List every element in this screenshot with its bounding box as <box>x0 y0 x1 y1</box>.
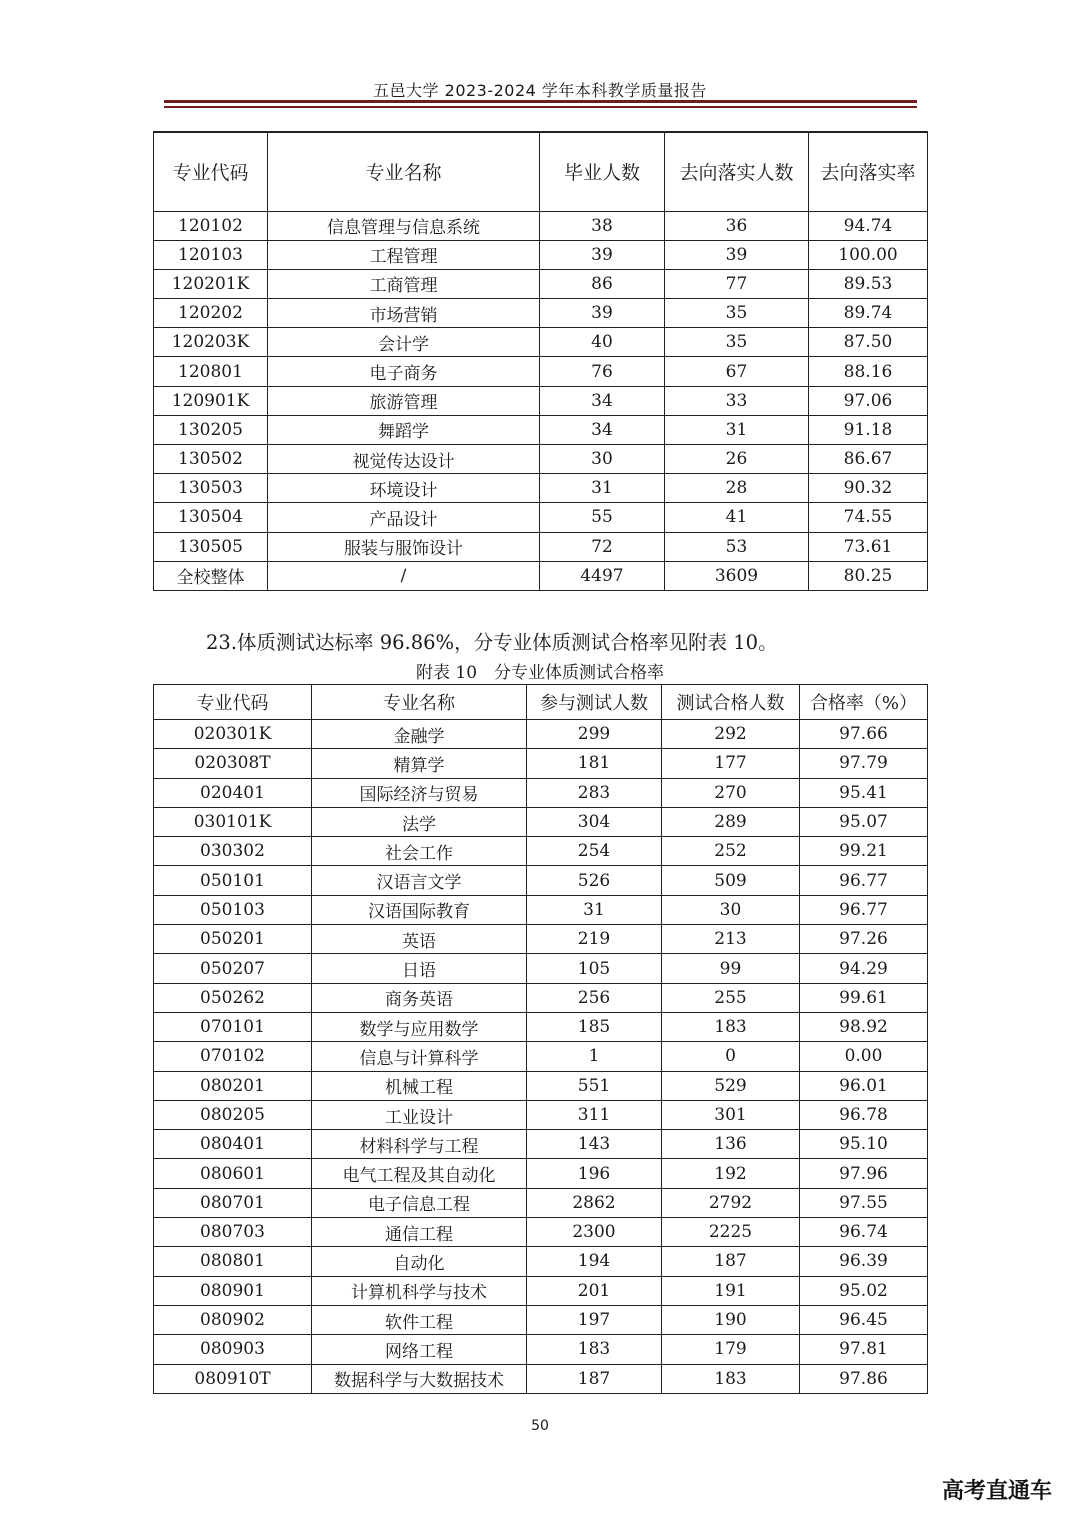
rate-cell: 88.16 <box>809 357 928 386</box>
rate-cell: 97.06 <box>809 386 928 415</box>
count-cell: 40 <box>540 328 665 357</box>
count-cell: 255 <box>662 983 800 1012</box>
rate-cell: 96.39 <box>800 1247 928 1276</box>
count-cell: 197 <box>527 1305 662 1334</box>
count-cell: 270 <box>662 778 800 807</box>
major-code-cell: 050201 <box>154 925 312 954</box>
major-code-cell: 120202 <box>154 299 268 328</box>
major-code-cell: 070102 <box>154 1042 312 1071</box>
major-code-cell: 130205 <box>154 415 268 444</box>
count-cell: 256 <box>527 983 662 1012</box>
count-cell: 136 <box>662 1130 800 1159</box>
table-row <box>154 1159 928 1188</box>
count-cell: 31 <box>540 474 665 503</box>
table-row <box>154 357 928 386</box>
count-cell: 252 <box>662 837 800 866</box>
major-name-cell: 信息与计算科学 <box>312 1042 527 1071</box>
count-cell: 39 <box>665 240 809 269</box>
count-cell: 99 <box>662 954 800 983</box>
count-cell: 529 <box>662 1071 800 1100</box>
rate-cell: 91.18 <box>809 415 928 444</box>
major-code-cell: 030101K <box>154 807 312 836</box>
major-name-cell: 通信工程 <box>312 1218 527 1247</box>
table-row <box>154 532 928 561</box>
page-number: 50 <box>531 1418 549 1434</box>
count-cell: 526 <box>527 866 662 895</box>
rate-cell: 89.53 <box>809 269 928 298</box>
count-cell: 192 <box>662 1159 800 1188</box>
table-row <box>154 1130 928 1159</box>
major-code-cell: 050207 <box>154 954 312 983</box>
major-code-cell: 080910T <box>154 1364 312 1393</box>
rate-cell: 96.01 <box>800 1071 928 1100</box>
rate-cell: 0.00 <box>800 1042 928 1071</box>
count-cell: 213 <box>662 925 800 954</box>
major-code-cell: 080903 <box>154 1335 312 1364</box>
major-name-cell: 电子信息工程 <box>312 1188 527 1217</box>
column-header: 专业代码 <box>154 132 268 211</box>
major-code-cell: 120102 <box>154 211 268 240</box>
major-code-cell: 020401 <box>154 778 312 807</box>
table-row <box>154 983 928 1012</box>
fitness-paragraph: 23.体质测试达标率 96.86%，分专业体质测试合格率见附表 10。 <box>206 631 778 654</box>
count-cell: 181 <box>527 749 662 778</box>
table-header-row <box>154 685 928 720</box>
count-cell: 2300 <box>527 1218 662 1247</box>
count-cell: 39 <box>540 240 665 269</box>
major-code-cell: 130503 <box>154 474 268 503</box>
rate-cell: 96.77 <box>800 895 928 924</box>
column-header: 专业代码 <box>154 685 312 720</box>
employment-rate-table <box>153 131 928 591</box>
running-header: 五邑大学 2023-2024 学年本科教学质量报告 <box>373 81 707 100</box>
major-code-cell: 130504 <box>154 503 268 532</box>
count-cell: 289 <box>662 807 800 836</box>
table-row <box>154 561 928 590</box>
major-name-cell: 汉语国际教育 <box>312 895 527 924</box>
table-row <box>154 1100 928 1129</box>
count-cell: 41 <box>665 503 809 532</box>
major-name-cell: 商务英语 <box>312 983 527 1012</box>
major-code-cell: 080801 <box>154 1247 312 1276</box>
major-name-cell: 信息管理与信息系统 <box>268 211 540 240</box>
table-row <box>154 1335 928 1364</box>
count-cell: 299 <box>527 720 662 749</box>
table-row <box>154 837 928 866</box>
table-row <box>154 415 928 444</box>
table-row <box>154 1276 928 1305</box>
major-name-cell: 服装与服饰设计 <box>268 532 540 561</box>
table-row <box>154 445 928 474</box>
major-name-cell: 工业设计 <box>312 1100 527 1129</box>
rate-cell: 90.32 <box>809 474 928 503</box>
fitness-pass-rate-table <box>153 684 928 1394</box>
count-cell: 36 <box>665 211 809 240</box>
table-row <box>154 895 928 924</box>
count-cell: 187 <box>527 1364 662 1393</box>
major-name-cell: 社会工作 <box>312 837 527 866</box>
table-row <box>154 328 928 357</box>
rate-cell: 100.00 <box>809 240 928 269</box>
count-cell: 53 <box>665 532 809 561</box>
rate-cell: 97.96 <box>800 1159 928 1188</box>
rate-cell: 97.86 <box>800 1364 928 1393</box>
major-name-cell: 会计学 <box>268 328 540 357</box>
major-code-cell: 080205 <box>154 1100 312 1129</box>
major-name-cell: 汉语言文学 <box>312 866 527 895</box>
count-cell: 30 <box>540 445 665 474</box>
rate-cell: 99.21 <box>800 837 928 866</box>
rate-cell: 73.61 <box>809 532 928 561</box>
count-cell: 551 <box>527 1071 662 1100</box>
table-row <box>154 299 928 328</box>
count-cell: 3609 <box>665 561 809 590</box>
major-name-cell: 英语 <box>312 925 527 954</box>
table-row <box>154 807 928 836</box>
major-name-cell: / <box>268 561 540 590</box>
table-row <box>154 240 928 269</box>
column-header: 专业名称 <box>312 685 527 720</box>
rate-cell: 74.55 <box>809 503 928 532</box>
major-name-cell: 电子商务 <box>268 357 540 386</box>
count-cell: 311 <box>527 1100 662 1129</box>
header-rule-thick <box>164 100 917 103</box>
count-cell: 30 <box>662 895 800 924</box>
rate-cell: 94.74 <box>809 211 928 240</box>
major-code-cell: 080701 <box>154 1188 312 1217</box>
table-row <box>154 1042 928 1071</box>
major-code-cell: 050262 <box>154 983 312 1012</box>
count-cell: 201 <box>527 1276 662 1305</box>
table-row <box>154 269 928 298</box>
source-watermark: 高考直通车 <box>941 1479 1052 1504</box>
table-row <box>154 1364 928 1393</box>
major-code-cell: 080601 <box>154 1159 312 1188</box>
count-cell: 179 <box>662 1335 800 1364</box>
major-code-cell: 080703 <box>154 1218 312 1247</box>
major-code-cell: 050101 <box>154 866 312 895</box>
table-row <box>154 474 928 503</box>
rate-cell: 94.29 <box>800 954 928 983</box>
count-cell: 190 <box>662 1305 800 1334</box>
major-name-cell: 机械工程 <box>312 1071 527 1100</box>
table-row <box>154 1012 928 1041</box>
count-cell: 183 <box>527 1335 662 1364</box>
rate-cell: 97.66 <box>800 720 928 749</box>
major-name-cell: 电气工程及其自动化 <box>312 1159 527 1188</box>
rate-cell: 97.81 <box>800 1335 928 1364</box>
major-code-cell: 080201 <box>154 1071 312 1100</box>
count-cell: 86 <box>540 269 665 298</box>
rate-cell: 96.74 <box>800 1218 928 1247</box>
major-code-cell: 120901K <box>154 386 268 415</box>
major-code-cell: 130502 <box>154 445 268 474</box>
count-cell: 31 <box>527 895 662 924</box>
count-cell: 33 <box>665 386 809 415</box>
major-name-cell: 材料科学与工程 <box>312 1130 527 1159</box>
table-row <box>154 1305 928 1334</box>
count-cell: 2225 <box>662 1218 800 1247</box>
table-caption: 附表 10 分专业体质测试合格率 <box>415 663 665 683</box>
rate-cell: 95.02 <box>800 1276 928 1305</box>
count-cell: 191 <box>662 1276 800 1305</box>
count-cell: 219 <box>527 925 662 954</box>
major-code-cell: 120203K <box>154 328 268 357</box>
count-cell: 183 <box>662 1012 800 1041</box>
table-row <box>154 954 928 983</box>
rate-cell: 98.92 <box>800 1012 928 1041</box>
count-cell: 509 <box>662 866 800 895</box>
count-cell: 28 <box>665 474 809 503</box>
major-name-cell: 日语 <box>312 954 527 983</box>
count-cell: 55 <box>540 503 665 532</box>
table-row <box>154 720 928 749</box>
count-cell: 34 <box>540 415 665 444</box>
table-row <box>154 1247 928 1276</box>
column-header: 合格率（%） <box>800 685 928 720</box>
table-row <box>154 386 928 415</box>
rate-cell: 87.50 <box>809 328 928 357</box>
major-code-cell: 全校整体 <box>154 561 268 590</box>
column-header: 去向落实人数 <box>665 132 809 211</box>
count-cell: 143 <box>527 1130 662 1159</box>
table-row <box>154 866 928 895</box>
table-row <box>154 1071 928 1100</box>
count-cell: 67 <box>665 357 809 386</box>
count-cell: 35 <box>665 299 809 328</box>
count-cell: 2862 <box>527 1188 662 1217</box>
count-cell: 283 <box>527 778 662 807</box>
major-code-cell: 080901 <box>154 1276 312 1305</box>
major-code-cell: 080902 <box>154 1305 312 1334</box>
major-name-cell: 环境设计 <box>268 474 540 503</box>
rate-cell: 86.67 <box>809 445 928 474</box>
count-cell: 31 <box>665 415 809 444</box>
major-code-cell: 030302 <box>154 837 312 866</box>
major-name-cell: 计算机科学与技术 <box>312 1276 527 1305</box>
table-row <box>154 1188 928 1217</box>
table-row <box>154 778 928 807</box>
header-rule-thin <box>164 106 917 108</box>
count-cell: 0 <box>662 1042 800 1071</box>
count-cell: 105 <box>527 954 662 983</box>
rate-cell: 95.10 <box>800 1130 928 1159</box>
count-cell: 77 <box>665 269 809 298</box>
major-code-cell: 120801 <box>154 357 268 386</box>
column-header: 测试合格人数 <box>662 685 800 720</box>
count-cell: 72 <box>540 532 665 561</box>
count-cell: 34 <box>540 386 665 415</box>
count-cell: 301 <box>662 1100 800 1129</box>
count-cell: 4497 <box>540 561 665 590</box>
major-name-cell: 工程管理 <box>268 240 540 269</box>
major-name-cell: 工商管理 <box>268 269 540 298</box>
major-code-cell: 130505 <box>154 532 268 561</box>
count-cell: 177 <box>662 749 800 778</box>
major-name-cell: 数据科学与大数据技术 <box>312 1364 527 1393</box>
count-cell: 196 <box>527 1159 662 1188</box>
count-cell: 35 <box>665 328 809 357</box>
count-cell: 304 <box>527 807 662 836</box>
rate-cell: 97.55 <box>800 1188 928 1217</box>
table-row <box>154 503 928 532</box>
major-code-cell: 120201K <box>154 269 268 298</box>
count-cell: 76 <box>540 357 665 386</box>
column-header: 去向落实率 <box>809 132 928 211</box>
rate-cell: 95.07 <box>800 807 928 836</box>
major-name-cell: 软件工程 <box>312 1305 527 1334</box>
major-name-cell: 网络工程 <box>312 1335 527 1364</box>
major-code-cell: 020308T <box>154 749 312 778</box>
count-cell: 194 <box>527 1247 662 1276</box>
major-name-cell: 数学与应用数学 <box>312 1012 527 1041</box>
major-code-cell: 050103 <box>154 895 312 924</box>
major-name-cell: 精算学 <box>312 749 527 778</box>
major-code-cell: 070101 <box>154 1012 312 1041</box>
column-header: 参与测试人数 <box>527 685 662 720</box>
count-cell: 254 <box>527 837 662 866</box>
rate-cell: 96.77 <box>800 866 928 895</box>
rate-cell: 96.78 <box>800 1100 928 1129</box>
rate-cell: 89.74 <box>809 299 928 328</box>
count-cell: 26 <box>665 445 809 474</box>
count-cell: 2792 <box>662 1188 800 1217</box>
major-name-cell: 法学 <box>312 807 527 836</box>
rate-cell: 95.41 <box>800 778 928 807</box>
column-header: 专业名称 <box>268 132 540 211</box>
table-header-row <box>154 132 928 211</box>
major-name-cell: 视觉传达设计 <box>268 445 540 474</box>
major-name-cell: 旅游管理 <box>268 386 540 415</box>
major-code-cell: 080401 <box>154 1130 312 1159</box>
count-cell: 292 <box>662 720 800 749</box>
rate-cell: 80.25 <box>809 561 928 590</box>
count-cell: 185 <box>527 1012 662 1041</box>
major-name-cell: 金融学 <box>312 720 527 749</box>
count-cell: 39 <box>540 299 665 328</box>
major-name-cell: 产品设计 <box>268 503 540 532</box>
table-row <box>154 925 928 954</box>
rate-cell: 97.26 <box>800 925 928 954</box>
column-header: 毕业人数 <box>540 132 665 211</box>
rate-cell: 97.79 <box>800 749 928 778</box>
major-code-cell: 120103 <box>154 240 268 269</box>
rate-cell: 99.61 <box>800 983 928 1012</box>
count-cell: 38 <box>540 211 665 240</box>
major-name-cell: 舞蹈学 <box>268 415 540 444</box>
table-row <box>154 1218 928 1247</box>
table-row <box>154 211 928 240</box>
count-cell: 1 <box>527 1042 662 1071</box>
rate-cell: 96.45 <box>800 1305 928 1334</box>
count-cell: 187 <box>662 1247 800 1276</box>
count-cell: 183 <box>662 1364 800 1393</box>
major-code-cell: 020301K <box>154 720 312 749</box>
major-name-cell: 市场营销 <box>268 299 540 328</box>
major-name-cell: 自动化 <box>312 1247 527 1276</box>
major-name-cell: 国际经济与贸易 <box>312 778 527 807</box>
table-row <box>154 749 928 778</box>
